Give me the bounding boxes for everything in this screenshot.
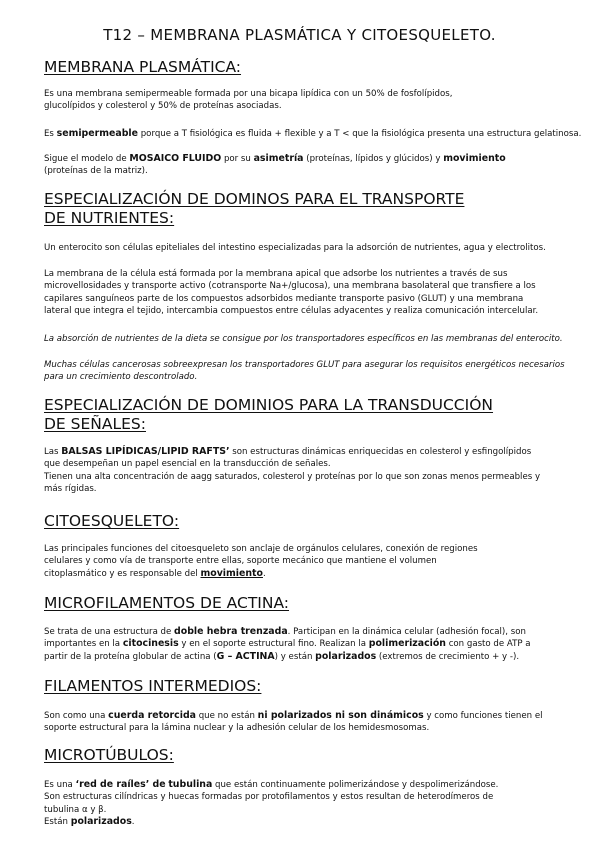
paragraph-enterocito: Un enterocito son células epiteliales del intestino especializadas para la adsorción de nutrientes, agua y electrolitos. [44, 243, 546, 253]
bold-term: ‘red de raíles’ de [75, 779, 166, 790]
bold-term: asimetría [253, 153, 304, 164]
bold-term: polarizados [70, 816, 132, 828]
bold-term: cuerda retorcida [108, 710, 196, 721]
section-heading-citoesqueleto: CITOESQUELETO: [44, 512, 180, 530]
paragraph-membrana-celula: La membrana de la célula está formada por la membrana apical que adsorbe los nutrientes a través de sus microvellosidades y transporte activo (cotransporte Na+/glucosa), una membrana basolateral que transfiere a los capilares sanguíneos parte de los compuestos adsorbidos mediante transporte pasivo (GLUT) y una membrana lateral que integra el tejido, intercambia compuestos entre células adyacentes y realiza comunicación intercelular. [44, 269, 539, 317]
bold-term: doble hebra trenzada [174, 626, 288, 637]
bold-term: semipermeable [56, 128, 138, 139]
bold-term: movimiento [443, 153, 506, 164]
section-heading-membrana: MEMBRANA PLASMÁTICA: [44, 58, 242, 76]
bold-term: ni polarizados ni son dinámicos [257, 710, 424, 721]
paragraph-microfilamentos: Se trata de una estructura de doble hebra trenzada. Participan en la dinámica celular (adhesión focal), son importantes en la citocinesis y en el soporte estructural fino. Realizan la polimerización con gasto de ATP a partir de la proteína globular de actina (G – ACTINA) y están polarizados (extremos de crecimiento + y -). [44, 626, 531, 662]
section-heading-filamentos-intermedios: FILAMENTOS INTERMEDIOS: [44, 677, 262, 695]
bold-term: tubulina [168, 779, 213, 790]
bold-term: BALSAS LIPÍDICAS/LIPID RAFTS’ [61, 446, 230, 457]
paragraph-filamentos-intermedios: Son como una cuerda retorcida que no están ni polarizados ni son dinámicos y como funciones tienen el soporte estructural para la lámina nuclear y la adhesión celular de los hemidesmosomas. [44, 710, 543, 734]
paragraph-celulas-cancerosas: Muchas células cancerosas sobreexpresan los transportadores GLUT para asegurar los requisitos energéticos necesarios para un crecimiento descontrolado. [44, 360, 565, 383]
paragraph-absorcion: La absorción de nutrientes de la dieta se consigue por los transportadores específicos en las membranas del enterocito. [44, 334, 563, 344]
bold-term: citocinesis [122, 638, 179, 650]
paragraph-microtubulos: Es una ‘red de raíles’ de tubulina que están continuamente polimerizándose y despolimerizándose. Son estructuras cilíndricas y huecas formadas por protofilamentos y estos resultan de heterodímeros de tubulina α y β. Están polarizados. [44, 779, 499, 828]
bold-term: polimerización [368, 638, 446, 650]
paragraph-lipid-rafts: Las BALSAS LIPÍDICAS/LIPID RAFTS’ son estructuras dinámicas enriquecidas en colesterol y esfingolípidos que desempeñan un papel esencial en la transducción de señales. Tienen una alta concentración de aagg saturados, colesterol y proteínas por lo que son zonas menos permeables y más rígidas. [44, 446, 541, 495]
paragraph-semipermeable: Es semipermeable porque a T fisiológica es fluida + flexible y a T < que la fisiológica presenta una estructura gelatinosa. [44, 128, 582, 139]
section-heading-transduccion: ESPECIALIZACIÓN DE DOMINIOS PARA LA TRANSDUCCIÓN DE SEÑALES: [44, 396, 494, 433]
document-title: T12 – MEMBRANA PLASMÁTICA Y CITOESQUELETO. [103, 26, 496, 44]
bold-term: MOSAICO FLUIDO [129, 153, 222, 164]
bold-term: polarizados [315, 650, 377, 662]
paragraph-citoesqueleto-funciones: Las principales funciones del citoesqueleto son anclaje de orgánulos celulares, conexión de regiones celulares y como vía de transporte entre ellas, soporte mecánico que mantiene el volumen citoplasmático y es responsable del movimiento. [44, 544, 478, 579]
bold-term: movimiento [200, 567, 263, 579]
section-heading-transporte: ESPECIALIZACIÓN DE DOMINOS PARA EL TRANSPORTE DE NUTRIENTES: [44, 190, 465, 227]
paragraph-mosaico-fluido: Sigue el modelo de MOSAICO FLUIDO por su asimetría (proteínas, lípidos y glúcidos) y movimiento (proteínas de la matriz). [44, 153, 506, 177]
bold-term: G – ACTINA [216, 650, 275, 662]
paragraph-membrana-definicion: Es una membrana semipermeable formada por una bicapa lipídica con un 50% de fosfolípidos, glucolípidos y colesterol y 50% de proteínas asociadas. [44, 89, 453, 112]
section-heading-microfilamentos: MICROFILAMENTOS DE ACTINA: [44, 594, 290, 612]
section-heading-microtubulos: MICROTÚBULOS: [44, 746, 174, 764]
